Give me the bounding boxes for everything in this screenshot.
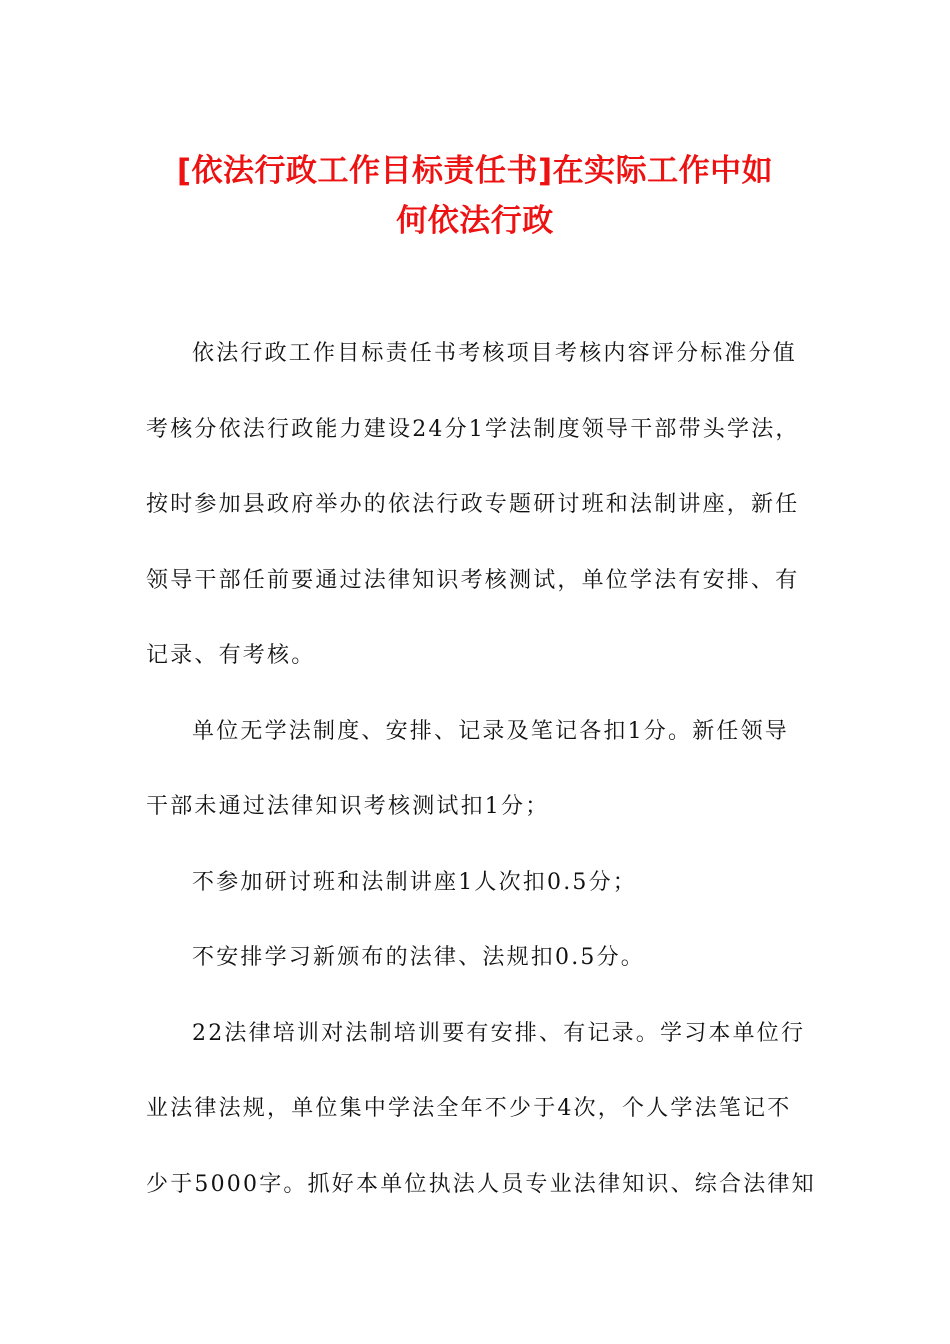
paragraph-line: 不参加研讨班和法制讲座1人次扣0.5分； [192,869,637,895]
paragraph-line: 22法律培训对法制培训要有安排、有记录。学习本单位行 [192,1020,806,1046]
paragraph-line: 按时参加县政府举办的依法行政专题研讨班和法制讲座，新任 [146,492,800,517]
paragraph-line: 依法行政工作目标责任书考核项目考核内容评分标准分值 [192,341,798,366]
paragraph-line: 考核分依法行政能力建设24分1学法制度领导干部带头学法， [146,416,800,442]
paragraph-line: 领导干部任前要通过法律知识考核测试，单位学法有安排、有 [146,567,800,593]
paragraph-line: 业法律法规，单位集中学法全年不少于4次，个人学法笔记不 [146,1096,792,1121]
title-line-1: [依法行政工作目标责任书]在实际工作中如 [176,153,774,189]
document-title [120,146,830,246]
paragraph-line: 干部未通过法律知识考核测试扣1分； [146,794,550,819]
title-line-2: 何依法行政 [396,203,554,239]
paragraph-line: 不安排学习新颁布的法律、法规扣0.5分。 [192,945,645,970]
paragraph-line: 记录、有考核。 [146,643,316,668]
document-body [146,316,816,1222]
paragraph-line: 少于5000字。抓好本单位执法人员专业法律知识、综合法律知 [146,1171,816,1197]
paragraph-line: 单位无学法制度、安排、记录及笔记各扣1分。新任领导 [192,718,789,744]
